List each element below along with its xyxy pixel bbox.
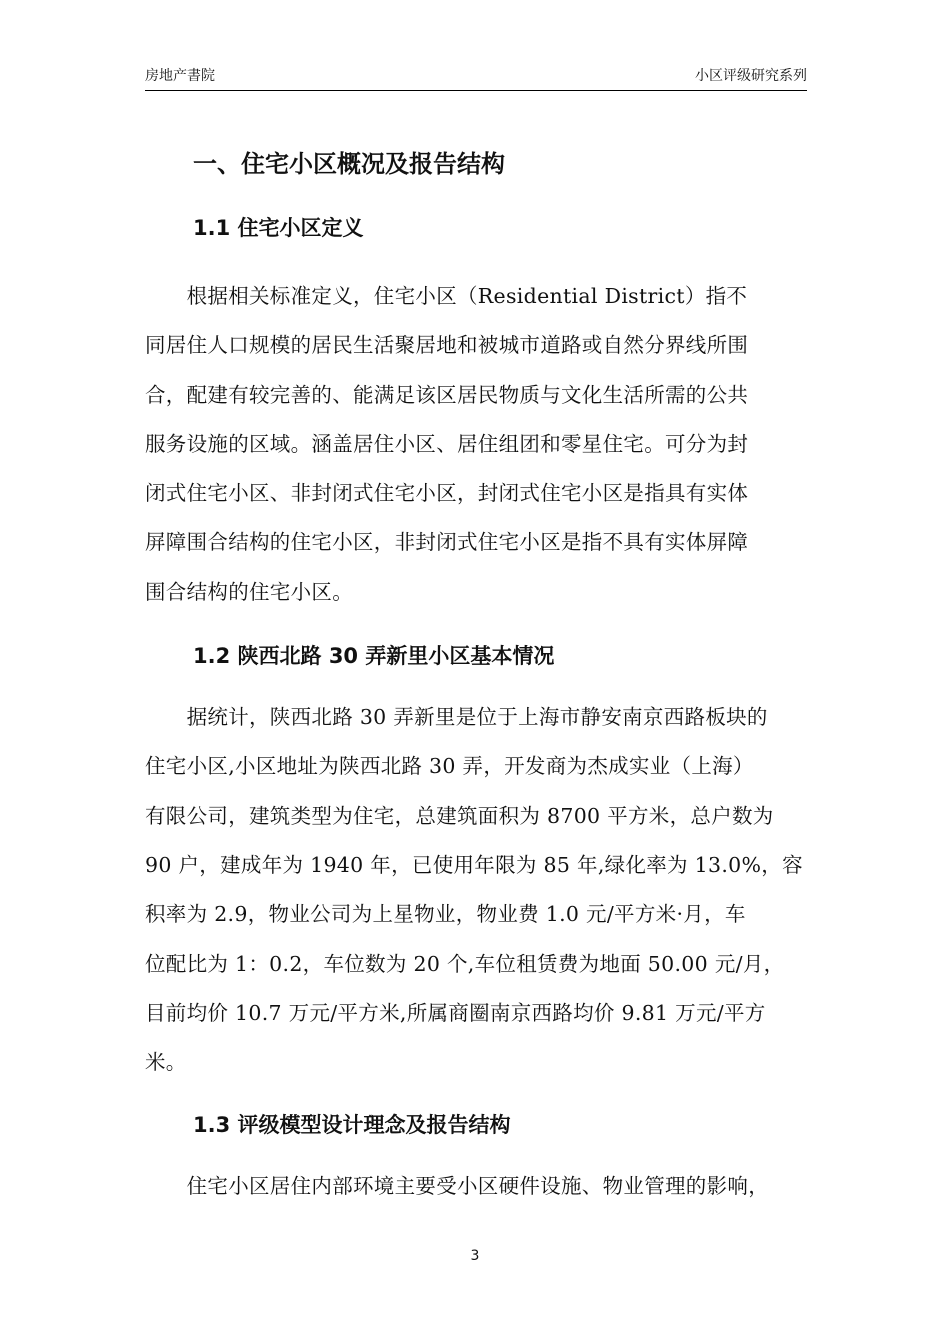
paragraph-basic-info — [145, 693, 809, 1087]
text-line: 有限公司，建筑类型为住宅，总建筑面积为 8700 平方米，总户数为 — [145, 803, 774, 828]
text-line: 根据相关标准定义，住宅小区（Residential District）指不 — [145, 284, 748, 308]
chapter-title: 一、住宅小区概况及报告结构 — [193, 150, 505, 178]
text-line: 闭式住宅小区、非封闭式住宅小区，封闭式住宅小区是指具有实体 — [145, 481, 749, 506]
text-line: 位配比为 1：0.2，车位数为 20 个,车位租赁费为地面 50.00 元/月， — [145, 951, 785, 976]
text-line: 住宅小区,小区地址为陕西北路 30 弄，开发商为杰成实业（上海） — [145, 754, 754, 779]
page-content — [145, 140, 809, 1212]
text-line: 积率为 2.9，物业公司为上星物业，物业费 1.0 元/平方米·月，车 — [145, 902, 746, 927]
text-line: 合，配建有较完善的、能满足该区居民物质与文化生活所需的公共 — [145, 382, 749, 407]
text-line: 服务设施的区域。涵盖居住小区、居住组团和零星住宅。可分为封 — [145, 431, 749, 456]
text-line: 围合结构的住宅小区。 — [145, 579, 353, 604]
text-line: 据统计，陕西北路 30 弄新里是位于上海市静安南京西路板块的 — [145, 705, 768, 730]
text-line: 同居住人口规模的居民生活聚居地和被城市道路或自然分界线所围 — [145, 333, 749, 358]
paragraph-definition — [145, 272, 809, 617]
text-line: 90 户，建成年为 1940 年，已使用年限为 85 年,绿化率为 13.0%，容 — [145, 852, 803, 877]
header-publisher: 房地产書院 — [145, 68, 215, 84]
section-title-definition: 1.1 住宅小区定义 — [193, 216, 364, 240]
section-title-basic-info: 1.2 陕西北路 30 弄新里小区基本情况 — [193, 644, 555, 669]
text-line: 屏障围合结构的住宅小区，非封闭式住宅小区是指不具有实体屏障 — [145, 530, 749, 555]
text-line: 米。 — [145, 1050, 187, 1075]
text-line: 住宅小区居住内部环境主要受小区硬件设施、物业管理的影响， — [145, 1174, 769, 1199]
header-series-title: 小区评级研究系列 — [695, 68, 807, 84]
page-header — [145, 66, 807, 91]
paragraph-model-design — [145, 1162, 809, 1211]
section-title-model-design: 1.3 评级模型设计理念及报告结构 — [193, 1113, 511, 1138]
text-line: 目前均价 10.7 万元/平方米,所属商圈南京西路均价 9.81 万元/平方 — [145, 1000, 766, 1025]
page-number: 3 — [470, 1248, 480, 1264]
